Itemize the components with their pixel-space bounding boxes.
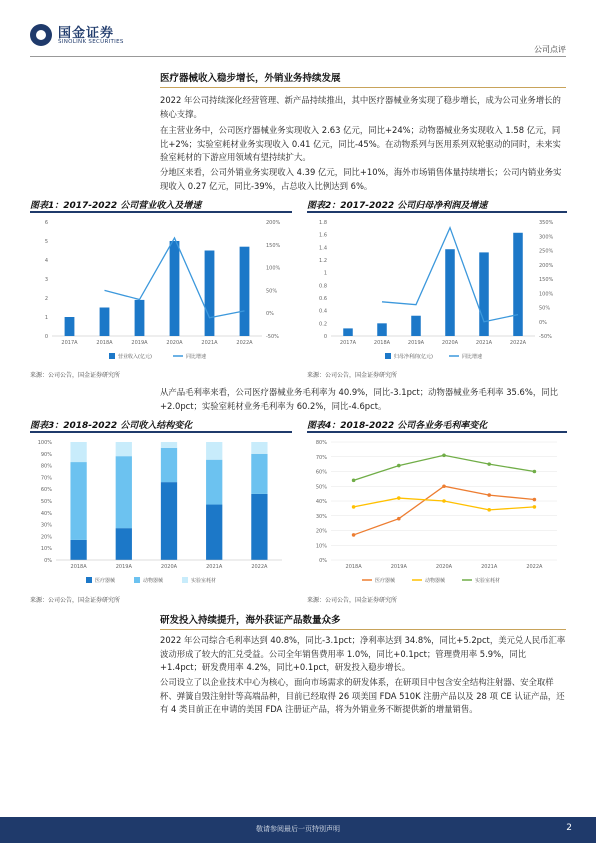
- left-axis-tick: 3: [44, 277, 48, 283]
- series-point: [533, 505, 537, 509]
- footer-disclaimer-link[interactable]: 敬请参阅最后一页特别声明: [256, 825, 340, 833]
- stack-segment: [116, 442, 132, 456]
- fig3-chart: [30, 434, 292, 590]
- stack-segment: [70, 540, 86, 560]
- y-axis-tick: 30%: [40, 522, 52, 529]
- stack-segment: [161, 442, 177, 448]
- left-axis-tick: 0.6: [319, 296, 327, 302]
- bar: [377, 323, 387, 336]
- bar: [170, 241, 180, 336]
- y-axis-tick: 70%: [315, 454, 327, 461]
- series-point: [442, 453, 446, 457]
- fig3-source: 来源：公司公告，国金证券研究所: [30, 597, 121, 604]
- left-axis-tick: 5: [44, 239, 48, 245]
- fig3-title-rule: [30, 431, 292, 433]
- x-axis-tick: 2021A: [481, 564, 498, 570]
- left-axis-tick: 0.8: [319, 283, 327, 290]
- series-point: [487, 462, 491, 466]
- x-axis-tick: 2022A: [251, 564, 268, 570]
- y-axis-tick: 40%: [40, 510, 52, 517]
- left-axis-tick: 2: [44, 296, 48, 302]
- bar: [343, 328, 353, 336]
- legend-item-swatch: [182, 577, 188, 583]
- fig3-title: 图表3：2018-2022 公司收入结构变化: [30, 421, 193, 431]
- left-axis-tick: 1: [44, 315, 48, 321]
- left-axis-tick: 6: [44, 220, 48, 226]
- doc-type-label: 公司点评: [534, 45, 566, 54]
- bar: [65, 317, 75, 336]
- y-axis-tick: 20%: [40, 534, 52, 541]
- y-axis-tick: 30%: [315, 513, 327, 520]
- right-axis-tick: 100%: [539, 291, 554, 298]
- legend-item-label: 实验室耗材: [191, 578, 217, 584]
- series-line: [354, 486, 535, 535]
- section1-title: 医疗器械收入稳步增长，外销业务持续发展: [160, 73, 341, 84]
- fig2-title-rule: [307, 211, 567, 213]
- fig2-source: 来源：公司公告，国金证券研究所: [307, 372, 398, 379]
- stack-segment: [161, 448, 177, 482]
- bar: [135, 300, 145, 336]
- legend-item-swatch: [134, 577, 140, 583]
- fig1-source: 来源：公司公告，国金证券研究所: [30, 372, 121, 379]
- x-axis-tick: 2020A: [435, 564, 453, 570]
- x-axis-tick: 2018A: [345, 564, 362, 570]
- legend-bar-label: 归母净利润(亿元): [394, 354, 433, 360]
- company-logo-icon: [30, 24, 52, 46]
- right-axis-tick: 150%: [539, 277, 554, 283]
- stack-segment: [116, 456, 132, 528]
- logo-text-cn: 国金证券: [58, 26, 115, 41]
- legend-line-label: 同比增速: [462, 354, 483, 360]
- right-axis-tick: 200%: [266, 220, 281, 226]
- y-axis-tick: 90%: [40, 451, 52, 458]
- x-axis-tick: 2019A: [390, 564, 407, 570]
- fig4-title: 图表4：2018-2022 公司各业务毛利率变化: [307, 421, 488, 431]
- x-axis-tick: 2022A: [236, 340, 253, 346]
- bar: [479, 252, 489, 336]
- x-axis-tick: 2021A: [475, 340, 493, 346]
- right-axis-tick: -50%: [266, 334, 279, 340]
- y-axis-tick: 0%: [319, 558, 327, 564]
- x-axis-tick: 2019A: [407, 340, 425, 346]
- left-axis-tick: 0.4: [319, 308, 327, 315]
- section1-paragraph-2: 在主营业务中，公司医疗器械业务实现收入 2.63 亿元，同比+24%；动物器械业务实现收入 1.58 亿元，同比+2%；实验室耗材业务实现收入 0.41 亿元，同比-45%。在动物系列与医用系列双轮驱动的同时，未来实验室耗材的下游应用领域有望持续扩大。: [160, 125, 561, 163]
- bar: [445, 249, 455, 336]
- y-axis-tick: 100%: [37, 440, 52, 446]
- series-point: [442, 499, 446, 503]
- bar: [411, 316, 421, 336]
- legend-item-swatch: [86, 577, 92, 583]
- right-axis-tick: 200%: [539, 262, 554, 269]
- logo-text-en: SINOLINK SECURITIES: [58, 39, 124, 45]
- fig2-chart: [307, 214, 567, 366]
- page-number: 2: [566, 823, 572, 833]
- left-axis-tick: 0: [44, 334, 48, 340]
- stack-segment: [70, 462, 86, 540]
- series-point: [533, 470, 537, 474]
- left-axis-tick: 1.2: [319, 258, 327, 264]
- fig4-title-rule: [307, 431, 567, 433]
- right-axis-tick: 350%: [539, 220, 554, 226]
- stack-segment: [206, 505, 222, 560]
- bar: [240, 247, 250, 336]
- left-axis-tick: 4: [44, 258, 48, 264]
- x-axis-tick: 2018A: [373, 340, 391, 346]
- series-point: [487, 493, 491, 497]
- x-axis-tick: 2022A: [509, 340, 527, 346]
- bar: [513, 233, 523, 336]
- stack-segment: [161, 482, 177, 560]
- stack-segment: [251, 442, 267, 454]
- x-axis-tick: 2017A: [339, 340, 357, 346]
- legend-item-label: 动物器械: [425, 578, 446, 584]
- right-axis-tick: 250%: [539, 248, 554, 255]
- fig1-title: 图表1：2017-2022 公司营业收入及增速: [30, 201, 202, 211]
- legend-line-label: 同比增速: [186, 354, 207, 360]
- y-axis-tick: 20%: [315, 528, 327, 535]
- y-axis-tick: 50%: [40, 499, 52, 505]
- right-axis-tick: 50%: [266, 288, 278, 295]
- right-axis-tick: -50%: [539, 334, 552, 340]
- y-axis-tick: 50%: [315, 484, 327, 491]
- fig4-chart: [307, 434, 567, 590]
- y-axis-tick: 0%: [44, 558, 52, 564]
- series-point: [487, 508, 491, 512]
- x-axis-tick: 2018A: [70, 564, 87, 570]
- x-axis-tick: 2021A: [201, 340, 218, 346]
- x-axis-tick: 2018A: [96, 340, 113, 346]
- x-axis-tick: 2022A: [526, 564, 543, 570]
- stack-segment: [206, 442, 222, 460]
- series-point: [533, 498, 537, 502]
- y-axis-tick: 10%: [40, 546, 52, 553]
- left-axis-tick: 1: [323, 270, 327, 277]
- right-axis-tick: 0%: [539, 319, 547, 326]
- legend-item-label: 动物器械: [143, 578, 164, 584]
- series-line: [354, 455, 535, 480]
- fig2-title: 图表2：2017-2022 公司归母净利润及增速: [307, 201, 488, 211]
- y-axis-tick: 60%: [40, 487, 52, 494]
- right-axis-tick: 300%: [539, 234, 554, 241]
- stack-segment: [206, 460, 222, 505]
- stack-segment: [116, 528, 132, 560]
- x-axis-tick: 2019A: [115, 564, 132, 570]
- y-axis-tick: 80%: [315, 440, 327, 446]
- right-axis-tick: 50%: [539, 305, 551, 312]
- series-point: [352, 479, 356, 483]
- legend-item-label: 医疗器械: [375, 578, 396, 584]
- right-axis-tick: 100%: [266, 265, 281, 272]
- y-axis-tick: 80%: [40, 463, 52, 470]
- fig1-title-rule: [30, 211, 292, 213]
- right-axis-tick: 0%: [266, 311, 274, 318]
- legend-bar-label: 营业收入(亿元): [118, 354, 152, 360]
- y-axis-tick: 70%: [40, 475, 52, 482]
- legend-bar-swatch: [385, 353, 391, 359]
- fig4-source: 来源：公司公告，国金证券研究所: [307, 597, 398, 604]
- margin-paragraph: 从产品毛利率来看，公司医疗器械业务毛利率为 40.9%，同比-3.1pct；动物器械业务毛利率 35.6%，同比+2.0pct；实验室耗材业务毛利率为 60.2%，同比-4.6pct。: [160, 387, 558, 411]
- series-point: [352, 533, 356, 537]
- stack-segment: [251, 494, 267, 560]
- y-axis-tick: 40%: [315, 499, 327, 505]
- series-point: [397, 464, 401, 468]
- left-axis-tick: 0: [323, 334, 327, 340]
- left-axis-tick: 0.2: [319, 321, 327, 328]
- series-point: [397, 517, 401, 521]
- section1-paragraph-3: 分地区来看，公司外销业务实现收入 4.39 亿元，同比+10%，海外市场销售体量持续增长；公司内销业务实现收入 0.27 亿元，同比-39%，占总收入比例达到 6%。: [160, 167, 562, 191]
- section2-title-rule: [160, 629, 566, 630]
- series-point: [442, 484, 446, 488]
- fig1-chart: [30, 214, 292, 366]
- bar: [205, 251, 215, 337]
- section2-paragraph-1: 2022 年公司综合毛利率达到 40.8%，同比-3.1pct；净利率达到 34.8%，同比+5.2pct，美元兑人民币汇率波动形成了较大的汇兑受益。公司全年销售费用率 1.0%，同比+0.1pct；管理费用率 5.9%，同比+1.4pct；研发费用率 4.2%，同比+0.1pct，研发投入稳步增长。: [160, 635, 566, 673]
- right-axis-tick: 150%: [266, 242, 281, 249]
- series-point: [397, 496, 401, 500]
- legend-bar-swatch: [109, 353, 115, 359]
- section1-title-rule: [160, 87, 566, 88]
- y-axis-tick: 10%: [315, 543, 327, 550]
- stack-segment: [70, 442, 86, 462]
- x-axis-tick: 2021A: [206, 564, 223, 570]
- left-axis-tick: 1.8: [319, 220, 327, 226]
- x-axis-tick: 2017A: [61, 340, 78, 346]
- x-axis-tick: 2020A: [160, 564, 178, 570]
- legend-item-label: 实验室耗材: [475, 578, 501, 584]
- header-divider: [30, 56, 566, 57]
- section2-paragraph-2: 公司设立了以企业技术中心为核心，面向市场需求的研发体系，在研项目中包含安全结构注射器、安全取样杯、弹簧自毁注射针等高端品种，目前已经取得 26 项美国 FDA 510K 注册产品以及 28 项 CE 认证产品，还有 4 类目前正在申请的美国 FDA 注册证产品，将为外销业务不断提供新的增量销售。: [160, 677, 565, 715]
- section1-paragraph-1: 2022 年公司持续深化经营管理、新产品持续推出，其中医疗器械业务实现了稳步增长，成为公司业务增长的核心支撑。: [160, 95, 561, 119]
- section2-title: 研发投入持续提升，海外获证产品数量众多: [160, 615, 341, 626]
- stack-segment: [251, 454, 267, 494]
- left-axis-tick: 1.4: [319, 245, 327, 252]
- x-axis-tick: 2020A: [166, 340, 183, 346]
- bar: [100, 308, 110, 337]
- y-axis-tick: 60%: [315, 469, 327, 476]
- legend-item-label: 医疗器械: [95, 578, 116, 584]
- x-axis-tick: 2019A: [131, 340, 148, 346]
- left-axis-tick: 1.6: [319, 232, 327, 239]
- series-point: [352, 505, 356, 509]
- x-axis-tick: 2020A: [441, 340, 459, 346]
